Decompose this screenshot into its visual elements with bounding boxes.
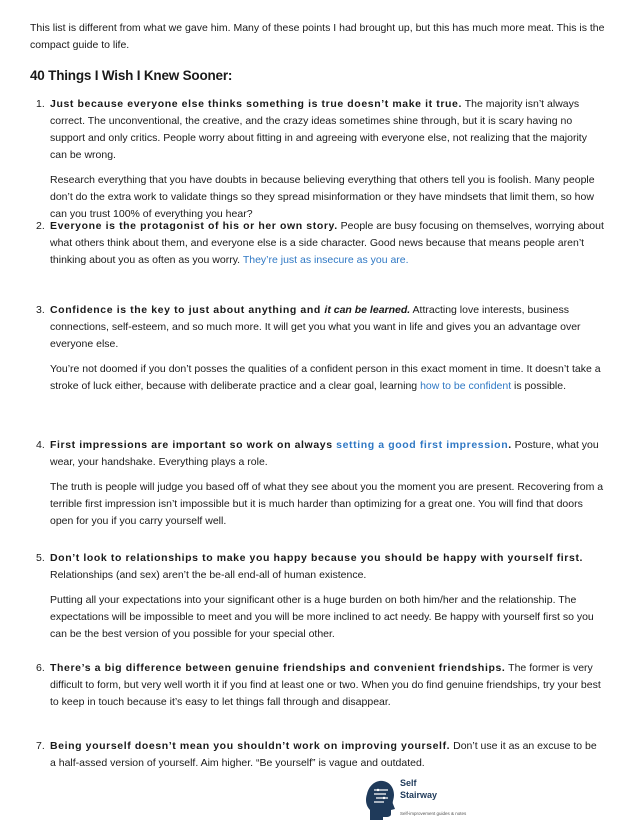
item-paragraph [50,437,604,471]
self-stairway-logo [364,776,474,824]
list-item-2 [36,218,604,269]
item-lead-emphasis: it can be learned. [324,304,411,316]
item-lead-end: . [508,439,512,451]
item-text: The former is very difficult to form, but very well worth it if you find at least one or two. When you do find genuine friendships, try your best to keep in touch because it’s easy to let things fall through and disappear. [50,662,601,708]
item-number: 5. [36,552,45,564]
item-lead: Being yourself doesn’t mean you shouldn’t work on improving yourself. [50,740,451,752]
item-lead: Confidence is the key to just about anything and [50,304,325,316]
item-paragraph [50,550,604,584]
item-number: 3. [36,304,45,316]
item-paragraph-2 [50,361,604,395]
item-paragraph [50,738,604,772]
item-number: 2. [36,220,45,232]
item-text: The majority isn’t always correct. The unconventional, the creative, and the crazy ideas sometimes shine through, but it is scary having no support and only critics. People worry about fitting in and agreeing with everyone else, not realizing that the majority can be wrong. [50,98,587,161]
list-item-3 [36,302,604,395]
logo-name-line-2: Stairway [400,790,438,800]
item-paragraph [50,302,604,353]
list-item-4 [36,437,604,530]
item-number: 7. [36,740,45,752]
logo-tagline: Self-improvement guides & notes [400,811,467,816]
item-paragraph-2: Putting all your expectations into your significant other is a huge burden on both him/her and the relationship. The expectations will be impossible to meet and you will be more inclined to act needy. Be happy with yourself first so you can be the best version of you possible for your special other. [50,594,594,640]
item-lead: Everyone is the protagonist of his or her own story. [50,220,338,232]
item-text: Don’t use it as an excuse to be a half-assed version of yourself. Aim higher. “Be yourself” is vague and outdated. [50,740,597,769]
item-paragraph [50,660,604,711]
item-text: Attracting love interests, business connections, self-esteem, and so much more. It will get you what you want in life and gives you an advantage over everyone else. [50,304,581,350]
insecure-link[interactable]: They’re just as insecure as you are. [242,254,409,266]
item-paragraph-2: Research everything that you have doubts in because believing everything that others tell you is foolish. Many people don’t do the extra work to validate things so they spread misinformation or they have mindsets that limit them, so how can you trust 100% of everything you hear? [50,174,595,220]
first-impression-link[interactable]: setting a good first impression [336,439,509,451]
list-item-6 [36,660,604,711]
item-text: You’re not doomed if you don’t posses the qualities of a confident person in this exact moment in time. It doesn’t take a stroke of luck either, because with deliberate practice and a clear goal, learning [50,363,601,392]
item-number: 6. [36,662,45,674]
list-item-1 [36,96,604,223]
logo-name-line-1: Self [400,778,417,788]
item-number: 4. [36,439,45,451]
item-paragraph [50,218,604,269]
how-to-be-confident-link[interactable]: how to be confident [420,380,512,392]
item-lead: Just because everyone else thinks something is true doesn’t make it true. [50,98,463,110]
intro-paragraph: This list is different from what we gave him. Many of these points I had brought up, but this has much more meat. This is the compact guide to life. [30,22,605,51]
item-text: is possible. [511,380,566,392]
item-paragraph-2: The truth is people will judge you based off of what they see about you the moment you are present. Recovering from a terrible first impression isn’t impossible but it is much harder than optimizing for a great one. You will find that doors open for you if you carry yourself well. [50,481,604,527]
item-number: 1. [36,98,45,110]
item-text: Posture, what you wear, your handshake. Everything plays a role. [50,439,599,468]
item-text: Relationships (and sex) aren’t the be-all end-all of human existence. [50,569,367,581]
head-silhouette-icon [364,776,396,822]
item-lead: First impressions are important so work on always [50,439,337,451]
item-text: People are busy focusing on themselves, worrying about what others think about them, and everyone else is a side character. Good news because that means people aren’t thinking about you as often as you worry. [50,220,604,266]
list-item-5 [36,550,604,643]
item-lead: Don’t look to relationships to make you happy because you should be happy with yourself first. [50,552,584,564]
list-item-7 [36,738,604,772]
list-heading: 40 Things I Wish I Knew Sooner: [30,68,233,83]
item-paragraph [50,96,604,164]
item-lead: There’s a big difference between genuine friendships and convenient friendships. [50,662,506,674]
